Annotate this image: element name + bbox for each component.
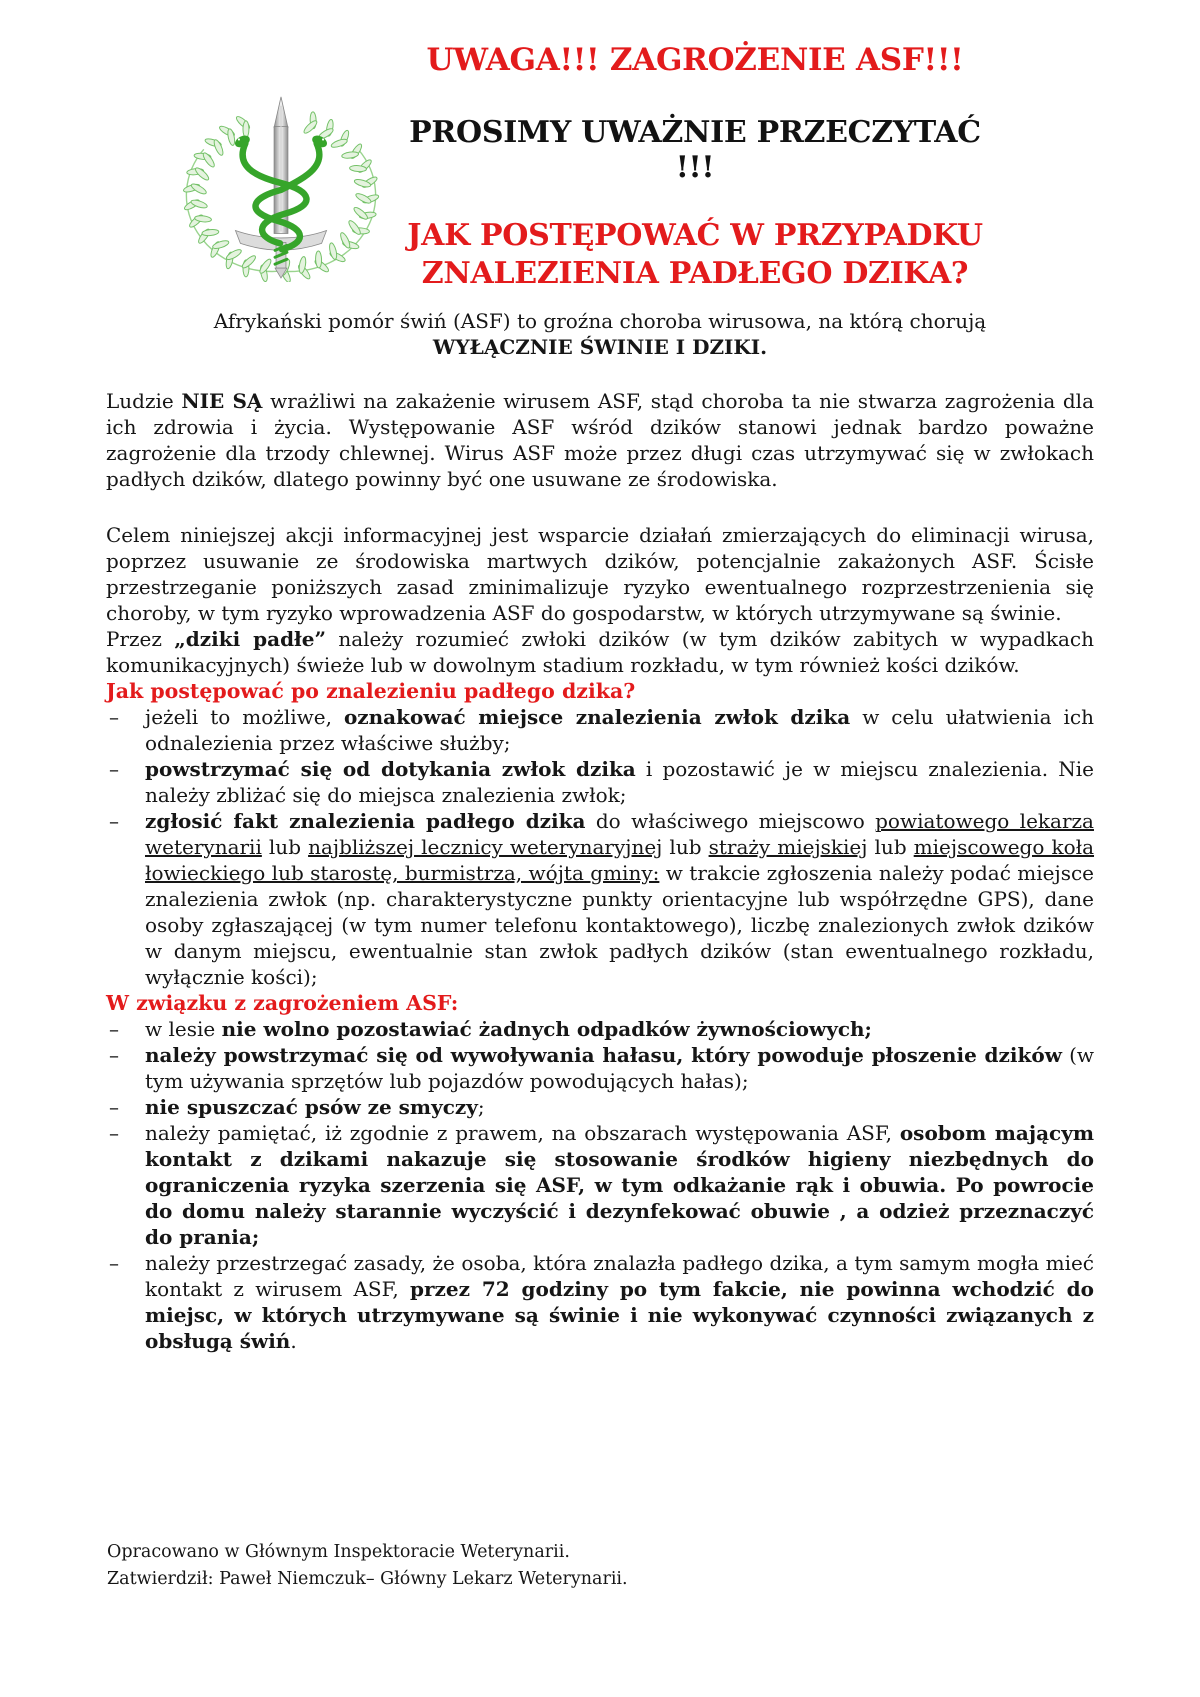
text-segment: osobom mającym kontakt z dzikami nakazuje się stosowanie środków higieny niezbędnych do ograniczenia ryzyka szerzenia się ASF, w tym odkażanie rąk i obuwia. Po powrocie do domu należy starannie wyczyścić i dezynfekować obuwie , a odzież przeznaczyć do prania; <box>145 1121 1094 1249</box>
text-segment: do właściwego miejscowo <box>585 809 876 833</box>
text-segment: powiatowego lekarza weterynarii <box>145 809 1094 859</box>
title-read-carefully: PROSIMY UWAŻNIE PRZECZYTAĆ !!! <box>409 115 981 185</box>
text-segment: w lesie <box>145 1017 222 1041</box>
text-segment: Ludzie <box>106 389 182 413</box>
text-segment: przez 72 godziny po tym fakcie, nie powinna wchodzić do miejsc, w których utrzymywane są świnie i nie wykonywać czynności związanych z obsługą świń <box>145 1277 1094 1353</box>
list-item-dogs-on-leash <box>106 1094 1094 1120</box>
list-item-report-finding <box>106 808 1094 990</box>
text-segment: Przez <box>106 627 175 651</box>
text-segment: zgłosić fakt znalezienia padłego dzika <box>145 809 586 833</box>
text-segment: nie wolno pozostawiać żadnych odpadków żywnościowych; <box>221 1017 872 1041</box>
text-segment: powstrzymać się od dotykania zwłok dzika <box>145 757 636 781</box>
title-how-to-proceed-question <box>388 217 1002 293</box>
text-segment: lub <box>261 835 309 859</box>
text-segment: wrażliwi na zakażenie wirusem ASF, stąd choroba ta nie stwarza zagrożenia dla ich zdrowia i życia. Występowanie ASF wśród dzików stanowi jednak bardzo poważne zagrożenie dla trzody chlewnej. Wirus ASF może przez długi czas utrzymywać się w zwłokach padłych dzików, dlatego powinny być one usuwane ze środowiska. <box>106 389 1094 491</box>
header-titles <box>388 0 1002 293</box>
title-question-line1: JAK POSTĘPOWAĆ W PRZYPADKU <box>407 218 983 253</box>
bullet-dash: – <box>109 809 119 833</box>
bullet-dash: – <box>109 1043 119 1067</box>
document-footer <box>107 1539 628 1593</box>
list-item-no-noise <box>106 1042 1094 1094</box>
text-segment: NIE SĄ <box>181 389 263 413</box>
title-asf-warning: UWAGA!!! ZAGROŻENIE ASF!!! <box>426 42 964 78</box>
text-segment: nie spuszczać psów ze smyczy <box>145 1095 478 1119</box>
text-segment: należy przestrzegać zasady, że osoba, która znalazła padłego dzika, a tym samym mogła mieć kontakt z wirusem ASF, <box>145 1251 1094 1301</box>
list-item-do-not-touch <box>106 756 1094 808</box>
text-segment: miejscowego koła łowieckiego lub starostę, burmistrza, wójta gminy: <box>145 835 1095 885</box>
text-segment: . <box>290 1329 297 1353</box>
text-segment: i pozostawić je w miejscu znalezienia. Nie należy zbliżać się do miejsca znalezienia zwłok; <box>145 757 1095 807</box>
text-segment: należy pamiętać, iż zgodnie z prawem, na obszarach występowania ASF, <box>145 1121 900 1145</box>
list-how-to-proceed <box>106 704 1094 990</box>
list-item-no-food-waste <box>106 1016 1094 1042</box>
text-segment: w trakcie zgłoszenia należy podać miejsce znalezienia zwłok (np. charakterystyczne punkty orientacyjne lub współrzędne GPS), dane osoby zgłaszającej (w tym numer telefonu kontaktowego), liczbę znalezionych zwłok dzików w danym miejscu, ewentualnie stan zwłok padłych dzików (stan ewentualnego rozkładu, wyłącznie kości); <box>145 861 1094 989</box>
intro-block <box>106 308 1094 360</box>
heading-how-to-proceed: Jak postępować po znalezieniu padłego dzika? <box>106 679 636 703</box>
footer-approved-by: Zatwierdził: Paweł Niemczuk– Główny Lekarz Weterynarii. <box>107 1569 628 1589</box>
text-segment: najbliższej lecznicy weterynaryjnej <box>308 835 663 859</box>
text-segment: straży miejskiej <box>708 835 868 859</box>
text-segment: w celu ułatwienia ich odnalezienia przez właściwe służby; <box>145 705 1094 755</box>
text-segment: ; <box>477 1095 485 1119</box>
bullet-dash: – <box>109 705 119 729</box>
footer-prepared-by: Opracowano w Głównym Inspektoracie Weterynarii. <box>107 1542 570 1562</box>
title-question-line2: ZNALEZIENIA PADŁEGO DZIKA? <box>421 256 969 291</box>
list-item-mark-location <box>106 704 1094 756</box>
bullet-dash: – <box>109 1251 119 1275</box>
list-item-72-hours-rule <box>106 1250 1094 1354</box>
list-asf-rules <box>106 1016 1094 1354</box>
document-body <box>106 308 1094 1354</box>
bullet-dash: – <box>109 757 119 781</box>
text-segment: lub <box>867 835 914 859</box>
bullet-dash: – <box>109 1017 119 1041</box>
heading-asf-threat: W związku z zagrożeniem ASF: <box>106 991 459 1015</box>
veterinary-inspection-logo-icon <box>172 84 390 282</box>
text-segment: należy rozumieć zwłoki dzików (w tym dzików zabitych w wypadkach komunikacyjnych) świeże lub w dowolnym stadium rozkładu, w tym również kości dzików. <box>106 627 1094 677</box>
paragraph-campaign-goal <box>106 522 1094 626</box>
text-segment: Celem niniejszej akcji informacyjnej jest wsparcie działań zmierzających do eliminacji wirusa, poprzez usuwanie ze środowiska martwych dzików, potencjalnie zakażonych ASF. Ścisłe przestrzeganie poniższych zasad zminimalizuje ryzyko ewentualnego rozprzestrzenienia się choroby, w tym ryzyko wprowadzenia ASF do gospodarstw, w których utrzymywane są świnie. <box>106 523 1094 625</box>
text-segment: jeżeli to możliwe, <box>145 705 344 729</box>
bullet-dash: – <box>109 1121 119 1145</box>
text-segment: „dziki padłe” <box>174 627 326 651</box>
paragraph-humans-not-susceptible <box>106 388 1094 492</box>
text-segment: należy powstrzymać się od wywoływania hałasu, który powoduje płoszenie dzików <box>145 1043 1062 1067</box>
text-segment: oznakować miejsce znalezienia zwłok dzika <box>343 705 851 729</box>
document-header <box>0 0 1200 292</box>
text-segment: (w tym używania sprzętów lub pojazdów powodujących hałas); <box>145 1043 1095 1093</box>
list-item-hygiene-measures <box>106 1120 1094 1250</box>
bullet-dash: – <box>109 1095 119 1119</box>
intro-line2: WYŁĄCZNIE ŚWINIE I DZIKI. <box>432 335 768 359</box>
intro-line1: Afrykański pomór świń (ASF) to groźna choroba wirusowa, na którą chorują <box>213 309 987 333</box>
paragraph-fallen-boar-definition <box>106 626 1094 678</box>
text-segment: lub <box>662 835 709 859</box>
